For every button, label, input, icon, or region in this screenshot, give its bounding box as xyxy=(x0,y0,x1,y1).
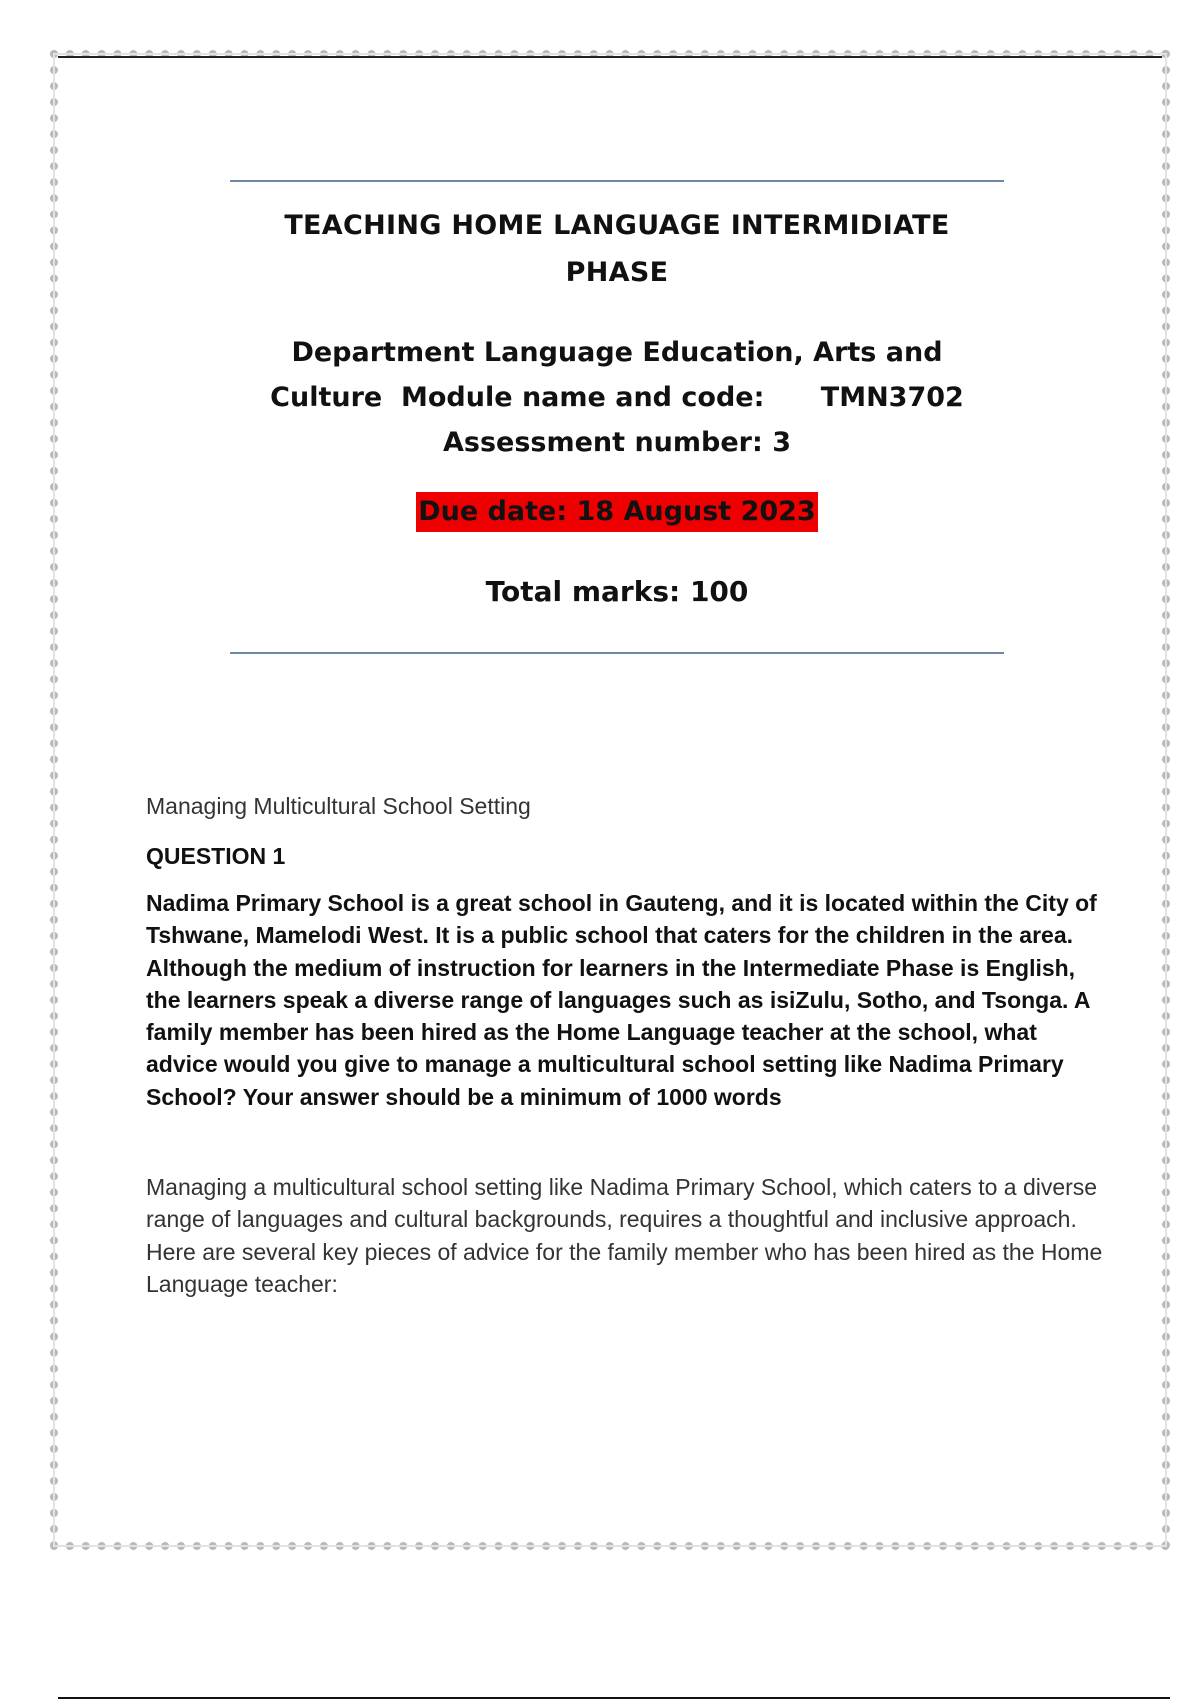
total-marks: Total marks: 100 xyxy=(485,575,749,608)
document-title: TEACHING HOME LANGUAGE INTERMIDIATE PHASE xyxy=(284,210,950,288)
document-body xyxy=(146,790,1106,1300)
question-text: Nadima Primary School is a great school in Gauteng, and it is located within the City of Tshwane, Mamelodi West. It is a public school that caters for the children in the area. Although the medium of instruction for learners in the Intermediate Phase is English, the learners speak a diverse range of languages such as isiZulu, Sotho, and Tsonga. A family member has been hired as the Home Language teacher at the school, what advice would you give to manage a multicultural school setting like Nadima Primary School? Your answer should be a minimum of 1000 words xyxy=(146,890,1097,1110)
department-name: Department Language Education, Arts and xyxy=(291,337,943,368)
cover-title-block xyxy=(230,180,1004,654)
module-name-code: Culture Module name and code: TMN3702 xyxy=(270,382,964,413)
due-date-wrapper xyxy=(230,492,1004,534)
department-block xyxy=(230,330,1004,465)
section-heading: Managing Multicultural School Setting xyxy=(146,793,531,819)
assessment-number: Assessment number: 3 xyxy=(443,427,791,458)
page-border-line xyxy=(58,56,1162,58)
footer-rule xyxy=(58,1697,1170,1699)
question-label: QUESTION 1 xyxy=(146,843,286,869)
due-date-highlight: Due date: 18 August 2023 xyxy=(416,492,817,532)
answer-intro: Managing a multicultural school setting like Nadima Primary School, which caters to a diverse range of languages and cultural backgrounds, requires a thoughtful and inclusive approach. Here are several key pieces of advice for the family member who has been hired as the Home Language teacher: xyxy=(146,1174,1103,1297)
